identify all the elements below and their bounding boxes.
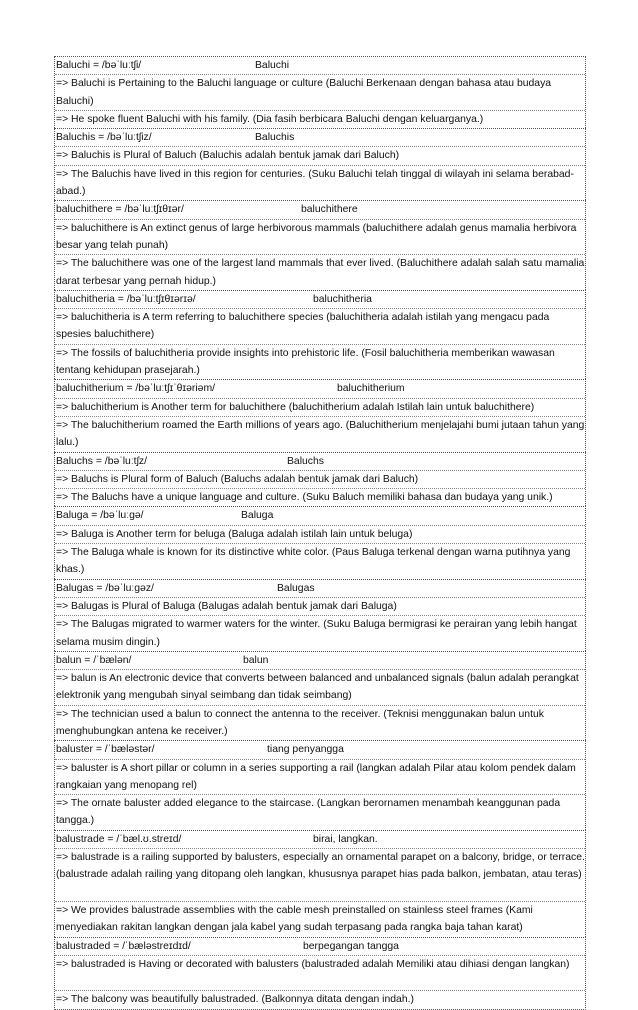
entry-example: => The Baluchis have lived in this region for centuries. (Suku Baluchi telah tinggal di wilayah ini selama berabad-abad.) — [55, 165, 585, 201]
entry-example: => The baluchithere was one of the largest land mammals that ever lived. (Baluchithere adalah salah satu mamalia darat terbesar yang pernah hidup.) — [55, 254, 585, 290]
entry-headword-row — [55, 201, 585, 218]
entry-definition: => balustrade is a railing supported by balusters, especially an ornamental parapet on a balcony, bridge, or terrace. (balustrade adalah railing yang ditopang oleh langkan, khususnya parapet hias pada balkon, jembatan, atau teras) — [55, 848, 585, 901]
entry-example: => The Baluga whale is known for its distinctive white color. (Paus Baluga terkenal dengan warna putihnya yang khas.) — [55, 543, 585, 579]
entry-headword-row — [55, 507, 585, 524]
entry-term: baluchithere = /bəˈluːtʃɪθɪər/ — [56, 204, 184, 216]
entry-example: => The balcony was beautifully balustraded. (Balkonnya ditata dengan indah.) — [55, 990, 585, 1008]
entry-translation: tiang penyangga — [267, 744, 344, 756]
entry-headword-row — [55, 129, 585, 146]
entry-definition: => Baluchs is Plural form of Baluch (Baluchs adalah bentuk jamak dari Baluch) — [55, 470, 585, 488]
entry-definition: => Baluchi is Pertaining to the Baluchi language or culture (Baluchi Berkenaan dengan bahasa atau budaya Baluchi) — [55, 74, 585, 110]
entry-translation: Baluga — [241, 510, 274, 522]
entry-headword-row — [55, 652, 585, 669]
entry-term: Baluchi = /bəˈluːtʃi/ — [56, 60, 142, 71]
entry-definition: => balun is An electronic device that converts between balanced and unbalanced signals (balun adalah perangkat elektronik yang mengubah sinyal seimbang dan tidak seimbang) — [55, 669, 585, 705]
entry-translation: Balugas — [277, 582, 315, 594]
entry-term: Baluchis = /bəˈluːtʃiz/ — [56, 132, 152, 144]
entry-definition: => baluchitheria is A term referring to baluchithere species (baluchitheria adalah istilah yang mengacu pada spesies baluchithere) — [55, 308, 585, 344]
dictionary-entry — [54, 452, 586, 507]
entry-example: => The Baluchs have a unique language and culture. (Suku Baluch memiliki bahasa dan budaya yang unik.) — [55, 488, 585, 506]
entry-term: baluchitheria = /bəˈluːtʃɪθɪərɪə/ — [56, 293, 196, 305]
dictionary-entry — [54, 290, 586, 379]
entry-example: => The Balugas migrated to warmer waters for the winter. (Suku Baluga bermigrasi ke perairan yang lebih hangat selama musim dingin.) — [55, 615, 585, 651]
entry-headword-row — [55, 741, 585, 758]
entry-term: baluchitherium = /bəˈluːtʃɪˈθɪəriəm/ — [56, 383, 215, 395]
entry-definition: => baluchithere is An extinct genus of large herbivorous mammals (baluchithere adalah genus mamalia herbivora besar yang telah punah) — [55, 219, 585, 255]
entry-translation: balun — [243, 654, 269, 666]
dictionary-entry — [54, 128, 586, 200]
entry-term: Baluga = /bəˈluːɡə/ — [56, 510, 144, 522]
entry-definition: => Balugas is Plural of Baluga (Balugas adalah bentuk jamak dari Baluga) — [55, 597, 585, 615]
dictionary-entry — [54, 830, 586, 937]
entry-definition: => Baluga is Another term for beluga (Baluga adalah istilah lain untuk beluga) — [55, 525, 585, 543]
dictionary-entry — [54, 379, 586, 451]
entry-example: => The fossils of baluchitheria provide insights into prehistoric life. (Fosil baluchitheria memberikan wawasan tentang kehidupan prasejarah.) — [55, 344, 585, 380]
entry-example: => The baluchitherium roamed the Earth millions of years ago. (Baluchitherium menjelajahi bumi jutaan tahun yang lalu.) — [55, 416, 585, 452]
entry-translation: berpegangan tangga — [303, 940, 399, 952]
entry-term: Baluchs = /bəˈluːtʃz/ — [56, 455, 147, 467]
entry-definition: => baluchitherium is Another term for baluchithere (baluchitherium adalah Istilah lain untuk baluchithere) — [55, 398, 585, 416]
entry-headword-row — [55, 380, 585, 397]
dictionary-entry — [54, 579, 586, 651]
entry-definition: => baluster is A short pillar or column in a series supporting a rail (langkan adalah Pilar atau kolom pendek dalam rangkaian yang menopang rel) — [55, 759, 585, 795]
entry-translation: Baluchi — [255, 60, 290, 71]
entry-translation: baluchitherium — [337, 383, 405, 395]
entry-definition: => Baluchis is Plural of Baluch (Baluchis adalah bentuk jamak dari Baluch) — [55, 146, 585, 164]
entry-translation: Baluchis — [255, 132, 295, 144]
dictionary-entry — [54, 56, 586, 128]
dictionary-entry — [54, 740, 586, 829]
entry-translation: baluchitheria — [313, 293, 372, 305]
entry-headword-row — [55, 453, 585, 470]
entry-example: => He spoke fluent Baluchi with his family. (Dia fasih berbicara Baluchi dengan keluarganya.) — [55, 110, 585, 128]
entry-term: baluster = /ˈbæləstər/ — [56, 744, 155, 756]
entry-term: balustraded = /ˈbæləstreɪdɪd/ — [56, 940, 191, 952]
entry-headword-row — [55, 831, 585, 848]
entry-headword-row — [55, 57, 585, 74]
entry-term: Balugas = /bəˈluːɡəz/ — [56, 582, 154, 594]
entry-example: => The ornate baluster added elegance to the staircase. (Langkan berornamen menambah keanggunan pada tangga.) — [55, 794, 585, 830]
entry-translation: birai, langkan. — [313, 833, 378, 845]
dictionary-entry — [54, 200, 586, 289]
entry-definition: => balustraded is Having or decorated with balusters (balustraded adalah Memiliki atau dihiasi dengan langkan) — [55, 955, 585, 991]
dictionary-entry — [54, 651, 586, 740]
entry-example: => The technician used a balun to connect the antenna to the receiver. (Teknisi menggunakan balun untuk menghubungkan antena ke receiver.) — [55, 705, 585, 741]
dictionary-sheet — [54, 56, 586, 1010]
entry-headword-row — [55, 938, 585, 955]
entry-headword-row — [55, 580, 585, 597]
entry-headword-row — [55, 291, 585, 308]
entry-term: balustrade = /ˈbæl.ʊ.streɪd/ — [56, 833, 182, 845]
entry-example: => We provides balustrade assemblies with the cable mesh preinstalled on stainless steel frames (Kami menyediakan rakitan langkan dengan jala kabel yang sudah terpasang pada rangka baja tahan karat) — [55, 901, 585, 937]
dictionary-entry — [54, 937, 586, 1010]
entry-translation: baluchithere — [301, 204, 358, 216]
entry-translation: Baluchs — [287, 455, 324, 467]
entry-term: balun = /ˈbælən/ — [56, 654, 132, 666]
dictionary-entry — [54, 506, 586, 578]
